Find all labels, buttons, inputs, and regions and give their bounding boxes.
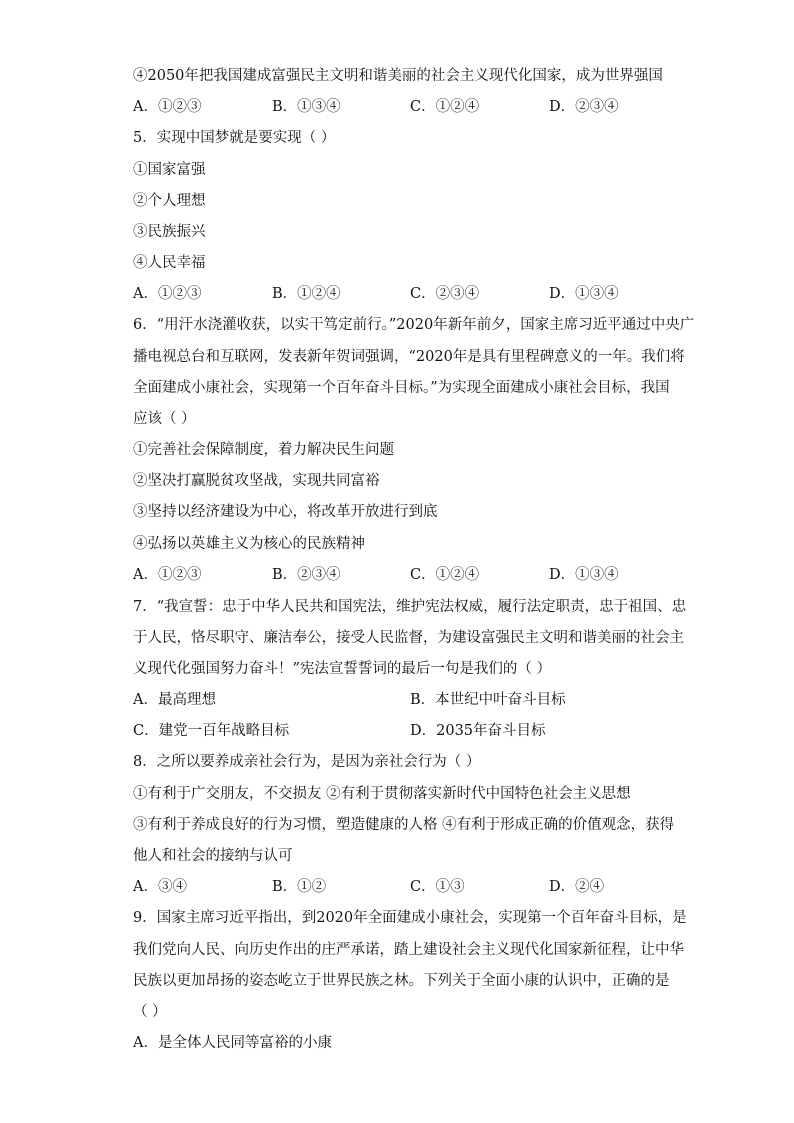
q7-options-row-1 bbox=[133, 690, 654, 710]
q5-item-3: ③民族振兴 bbox=[133, 224, 206, 240]
q6-stem-line: 播电视总台和互联网，发表新年贺词强调，“2020年是具有里程碑意义的一年。我们将 bbox=[133, 349, 685, 365]
q6-stem-line: 应该（ ） bbox=[133, 411, 196, 427]
q6-item-2: ②坚决打赢脱贫攻坚战，实现共同富裕 bbox=[133, 473, 380, 489]
q4-option-b[interactable]: B．①③④ bbox=[272, 99, 341, 115]
q7-stem-line: 于人民，恪尽职守、廉洁奉公，接受人民监督，为建设富强民主文明和谐美丽的社会主 bbox=[133, 630, 684, 646]
q8-item-line: ③有利于养成良好的行为习惯，塑造健康的人格 ④有利于形成正确的价值观念，获得 bbox=[133, 817, 675, 833]
q7-option-a[interactable]: A．最高理想 bbox=[133, 692, 216, 708]
q7-options-row-2 bbox=[133, 721, 654, 741]
q5-option-a[interactable]: A．①②③ bbox=[133, 286, 202, 302]
q6-stem-line: 全面建成小康社会，实现第一个百年奋斗目标。”为实现全面建成小康社会目标，我国 bbox=[133, 380, 670, 396]
q8-options bbox=[133, 877, 654, 897]
q7-stem-line: 义现代化强国努力奋斗！”宪法宣誓誓词的最后一句是我们的（ ） bbox=[133, 661, 552, 677]
q9-stem-line: 我们党向人民、向历史作出的庄严承诺，踏上建设社会主义现代化国家新征程，让中华 bbox=[133, 942, 684, 958]
q6-option-d[interactable]: D．①③④ bbox=[549, 567, 619, 583]
q5-stem: 5．实现中国梦就是要实现（ ） bbox=[133, 130, 336, 146]
q6-item-1: ①完善社会保障制度，着力解决民生问题 bbox=[133, 442, 394, 458]
q6-option-a[interactable]: A．①②③ bbox=[133, 567, 202, 583]
q5-item-1: ①国家富强 bbox=[133, 162, 206, 178]
q7-option-b[interactable]: B．本世纪中叶奋斗目标 bbox=[410, 692, 566, 708]
q4-item-4: ④2050年把我国建成富强民主文明和谐美丽的社会主义现代化国家，成为世界强国 bbox=[133, 68, 663, 84]
q7-option-c[interactable]: C．建党一百年战略目标 bbox=[133, 723, 290, 739]
q4-option-c[interactable]: C．①②④ bbox=[410, 99, 480, 115]
q8-option-a[interactable]: A．③④ bbox=[133, 879, 187, 895]
q6-options bbox=[133, 565, 654, 585]
q8-option-d[interactable]: D．②④ bbox=[549, 879, 605, 895]
q4-option-a[interactable]: A．①②③ bbox=[133, 99, 202, 115]
q7-option-d[interactable]: D．2035年奋斗目标 bbox=[410, 723, 546, 739]
q5-option-d[interactable]: D．①③④ bbox=[549, 286, 619, 302]
q6-option-c[interactable]: C．①②④ bbox=[410, 567, 480, 583]
q6-item-3: ③坚持以经济建设为中心，将改革开放进行到底 bbox=[133, 504, 438, 520]
q4-options bbox=[133, 97, 654, 117]
q8-option-b[interactable]: B．①② bbox=[272, 879, 327, 895]
q5-option-c[interactable]: C．②③④ bbox=[410, 286, 480, 302]
q5-options bbox=[133, 284, 654, 304]
q6-option-b[interactable]: B．②③④ bbox=[272, 567, 341, 583]
q9-stem-line: （ ） bbox=[133, 1004, 167, 1020]
q6-item-4: ④弘扬以英雄主义为核心的民族精神 bbox=[133, 536, 365, 552]
q5-option-b[interactable]: B．①②④ bbox=[272, 286, 341, 302]
q7-stem-line: 7．“我宣誓：忠于中华人民共和国宪法，维护宪法权威，履行法定职责，忠于祖国、忠 bbox=[133, 599, 687, 615]
q9-stem-line: 民族以更加昂扬的姿态屹立于世界民族之林。下列关于全面小康的认识中，正确的是 bbox=[133, 973, 670, 989]
q6-stem-line: 6．“用汗水浇灌收获，以实干笃定前行。”2020年新年前夕，国家主席习近平通过中央广 bbox=[133, 317, 695, 333]
q9-stem-line: 9．国家主席习近平指出，到2020年全面建成小康社会，实现第一个百年奋斗目标，是 bbox=[133, 910, 687, 926]
q8-stem: 8．之所以要养成亲社会行为，是因为亲社会行为（ ） bbox=[133, 754, 481, 770]
q8-item-line: ①有利于广交朋友，不交损友 ②有利于贯彻落实新时代中国特色社会主义思想 bbox=[133, 786, 631, 802]
q8-option-c[interactable]: C．①③ bbox=[410, 879, 465, 895]
q9-option-a[interactable]: A．是全体人民同等富裕的小康 bbox=[133, 1035, 332, 1051]
q5-item-2: ②个人理想 bbox=[133, 193, 206, 209]
q5-item-4: ④人民幸福 bbox=[133, 255, 206, 271]
q4-option-d[interactable]: D．②③④ bbox=[549, 99, 619, 115]
q8-item-line: 他人和社会的接纳与认可 bbox=[133, 848, 293, 864]
